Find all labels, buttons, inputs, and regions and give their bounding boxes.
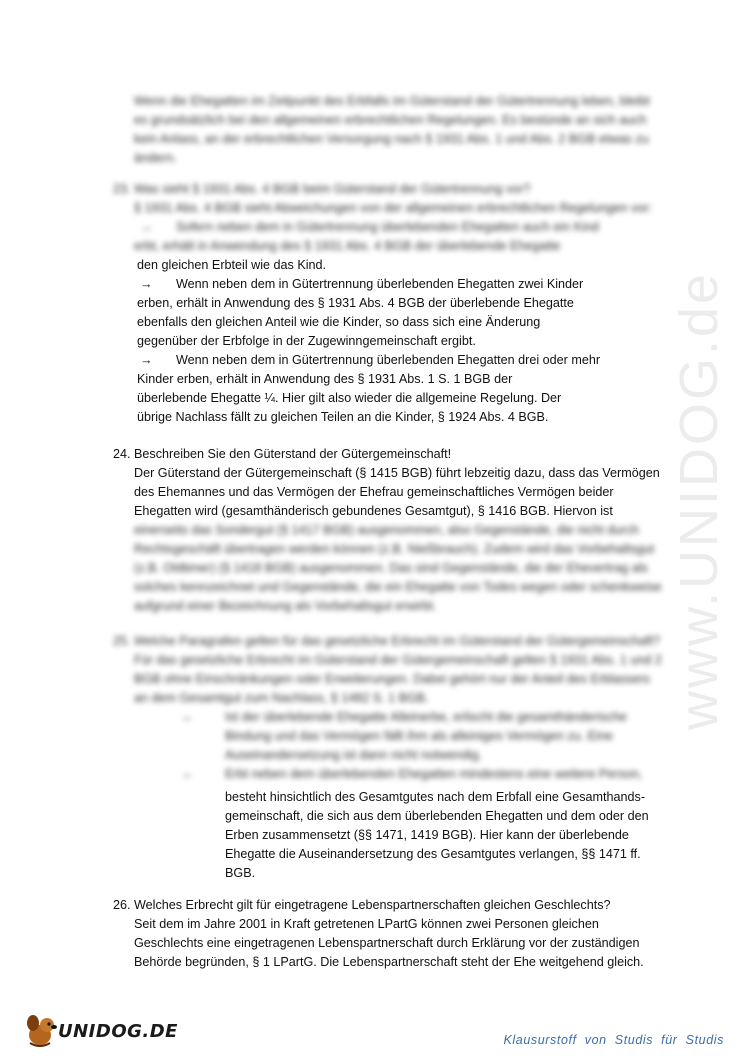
text-line: § 1931 Abs. 4 BGB sieht Abweichungen von der allgemeinen erbrechtlichen Regelungen vor:	[134, 201, 653, 215]
question-text: Welche Paragrafen gelten für das gesetzliche Erbrecht im Güterstand der Gütergemeinschaft?	[134, 634, 661, 648]
unidog-logo[interactable]	[22, 1013, 178, 1049]
text-line: Ist der überlebende Ehegatte Alleinerbe, erlischt die gesamthänderische	[225, 710, 627, 724]
text-line: Seit dem im Jahre 2001 in Kraft getretenen LPartG können zwei Personen gleichen	[134, 917, 599, 931]
text-line: aufgrund einer Bezeichnung als Vorbehaltsgut erwirbt.	[134, 599, 437, 613]
arrow-icon: →	[140, 220, 153, 234]
text-line: Bindung und das Vermögen fällt ihm als alleiniges Vermögen zu. Eine	[225, 729, 613, 743]
text-line: ebenfalls den gleichen Anteil wie die Kinder, so dass sich eine Änderung	[137, 315, 541, 329]
dog-icon	[22, 1013, 62, 1049]
question-25-clear	[0, 788, 750, 883]
question-24	[0, 445, 750, 521]
arrow-icon: →	[140, 277, 153, 291]
arrow-icon: →	[180, 767, 193, 781]
text-line: den gleichen Erbteil wie das Kind.	[137, 258, 327, 272]
question-text: Beschreiben Sie den Güterstand der Gütergemeinschaft!	[134, 447, 452, 461]
question-23-clear	[0, 256, 750, 427]
text-line: Wenn neben dem in Gütertrennung überlebenden Ehegatten zwei Kinder	[176, 277, 584, 291]
text-line: Ehegatten wird (gesamthänderisch gebundenes Gesamtgut), § 1416 BGB. Hiervon ist	[134, 504, 613, 518]
logo-text: UNIDOG.DE	[58, 1021, 178, 1042]
text-line: (z.B. Oldtimer) (§ 1418 BGB) ausgenommen. Das sind Gegenstände, die der Ehevertrag als	[134, 561, 648, 575]
question-number: 25.	[113, 634, 131, 648]
question-23-blurred	[0, 180, 750, 256]
text-line: Für das gesetzliche Erbrecht im Güterstand der Gütergemeinschaft gelten § 1931 Abs. 1 und 2	[134, 653, 662, 667]
text-line: an dem Gesamtgut zum Nachlass, § 1482 S. 1 BGB.	[134, 691, 429, 705]
text-line: gemeinschaft, die sich aus dem überlebenden Ehegatten und dem oder den	[225, 809, 649, 823]
text-line: Erbt neben dem überlebenden Ehegatten mindestens eine weitere Person,	[225, 767, 643, 781]
text-line: Kinder erben, erhält in Anwendung des § 1931 Abs. 1 S. 1 BGB der	[137, 372, 513, 386]
text-line: des Ehemannes und das Vermögen der Ehefrau gemeinschaftliches Vermögen beider	[134, 485, 614, 499]
text-line: erben, erhält in Anwendung des § 1931 Abs. 4 BGB der überlebende Ehegatte	[137, 296, 574, 310]
text-line: einerseits das Sondergut (§ 1417 BGB) ausgenommen, also Gegenstände, die nicht durch	[134, 523, 639, 537]
text-line: gegenüber der Erbfolge in der Zugewinngemeinschaft ergibt.	[137, 334, 476, 348]
text-line: Wenn neben dem in Gütertrennung überlebenden Ehegatten drei oder mehr	[176, 353, 601, 367]
text-line: besteht hinsichtlich des Gesamtgutes nach dem Erbfall eine Gesamthands-	[225, 790, 646, 804]
text-line: Der Güterstand der Gütergemeinschaft (§ 1415 BGB) führt lebzeitig dazu, dass das Vermögen	[134, 466, 660, 480]
text-line: überlebende Ehegatte ¼. Hier gilt also wieder die allgemeine Regelung. Der	[137, 391, 562, 405]
text-line: Auseinandersetzung ist dann nicht notwendig.	[225, 748, 482, 762]
footer-tagline: Klausurstoff von Studis für Studis	[503, 1033, 724, 1047]
text-line: es grundsätzlich bei den allgemeinen erbrechtlichen Regelungen. Es bestünde an sich auch	[134, 113, 647, 127]
question-25-blurred	[0, 632, 750, 784]
text-line: Sofern neben dem in Gütertrennung überlebenden Ehegatten auch ein Kind	[176, 220, 599, 234]
question-text: Welches Erbrecht gilt für eingetragene Lebenspartnerschaften gleichen Geschlechts?	[134, 898, 611, 912]
text-line: kein Anlass, an der erbrechtlichen Versorgung nach § 1931 Abs. 1 und Abs. 2 BGB etwas zu	[134, 132, 649, 146]
question-number: 23.	[113, 182, 131, 196]
text-line: Erben zusammensetzt (§§ 1471, 1419 BGB). Hier kann der überlebende	[225, 828, 629, 842]
question-number: 26.	[113, 898, 131, 912]
watermark: www.UNIDOG.de	[669, 270, 729, 730]
text-line: Wenn die Ehegatten im Zeitpunkt des Erbfalls im Güterstand der Gütertrennung leben, bleibt	[134, 94, 650, 108]
question-number: 24.	[113, 447, 131, 461]
intro-paragraph	[0, 92, 750, 168]
text-line: Geschlechts eine eingetragenen Lebenspartnerschaft durch Erklärung vor der zuständigen	[134, 936, 640, 950]
text-line: BGB ohne Einschränkungen oder Erweiterungen. Dabei gehört nur der Anteil des Erblassers	[134, 672, 650, 686]
text-line: Rechtsgeschäft übertragen werden können (z.B. Nießbrauch). Zudem wird das Vorbehaltsgut	[134, 542, 655, 556]
arrow-icon: →	[140, 353, 153, 367]
text-line: Behörde begründen, § 1 LPartG. Die Lebenspartnerschaft steht der Ehe weitgehend gleich.	[134, 955, 644, 969]
question-26	[0, 896, 750, 972]
text-line: solches kennzeichnet und Gegenstände, die ein Ehegatte von Todes wegen oder schenkweise	[134, 580, 662, 594]
text-line: BGB.	[225, 866, 256, 880]
text-line: erbt, erhält in Anwendung des § 1931 Abs. 4 BGB der überlebende Ehegatte	[134, 239, 561, 253]
text-line: ändern.	[134, 151, 177, 165]
text-line: Ehegatte die Auseinandersetzung des Gesamtgutes verlangen, §§ 1471 ff.	[225, 847, 641, 861]
arrow-icon: →	[180, 710, 193, 724]
question-24-blurred	[0, 521, 750, 616]
question-text: Was sieht § 1931 Abs. 4 BGB beim Güterstand der Gütertrennung vor?	[134, 182, 531, 196]
text-line: übrige Nachlass fällt zu gleichen Teilen an die Kinder, § 1924 Abs. 4 BGB.	[137, 410, 549, 424]
